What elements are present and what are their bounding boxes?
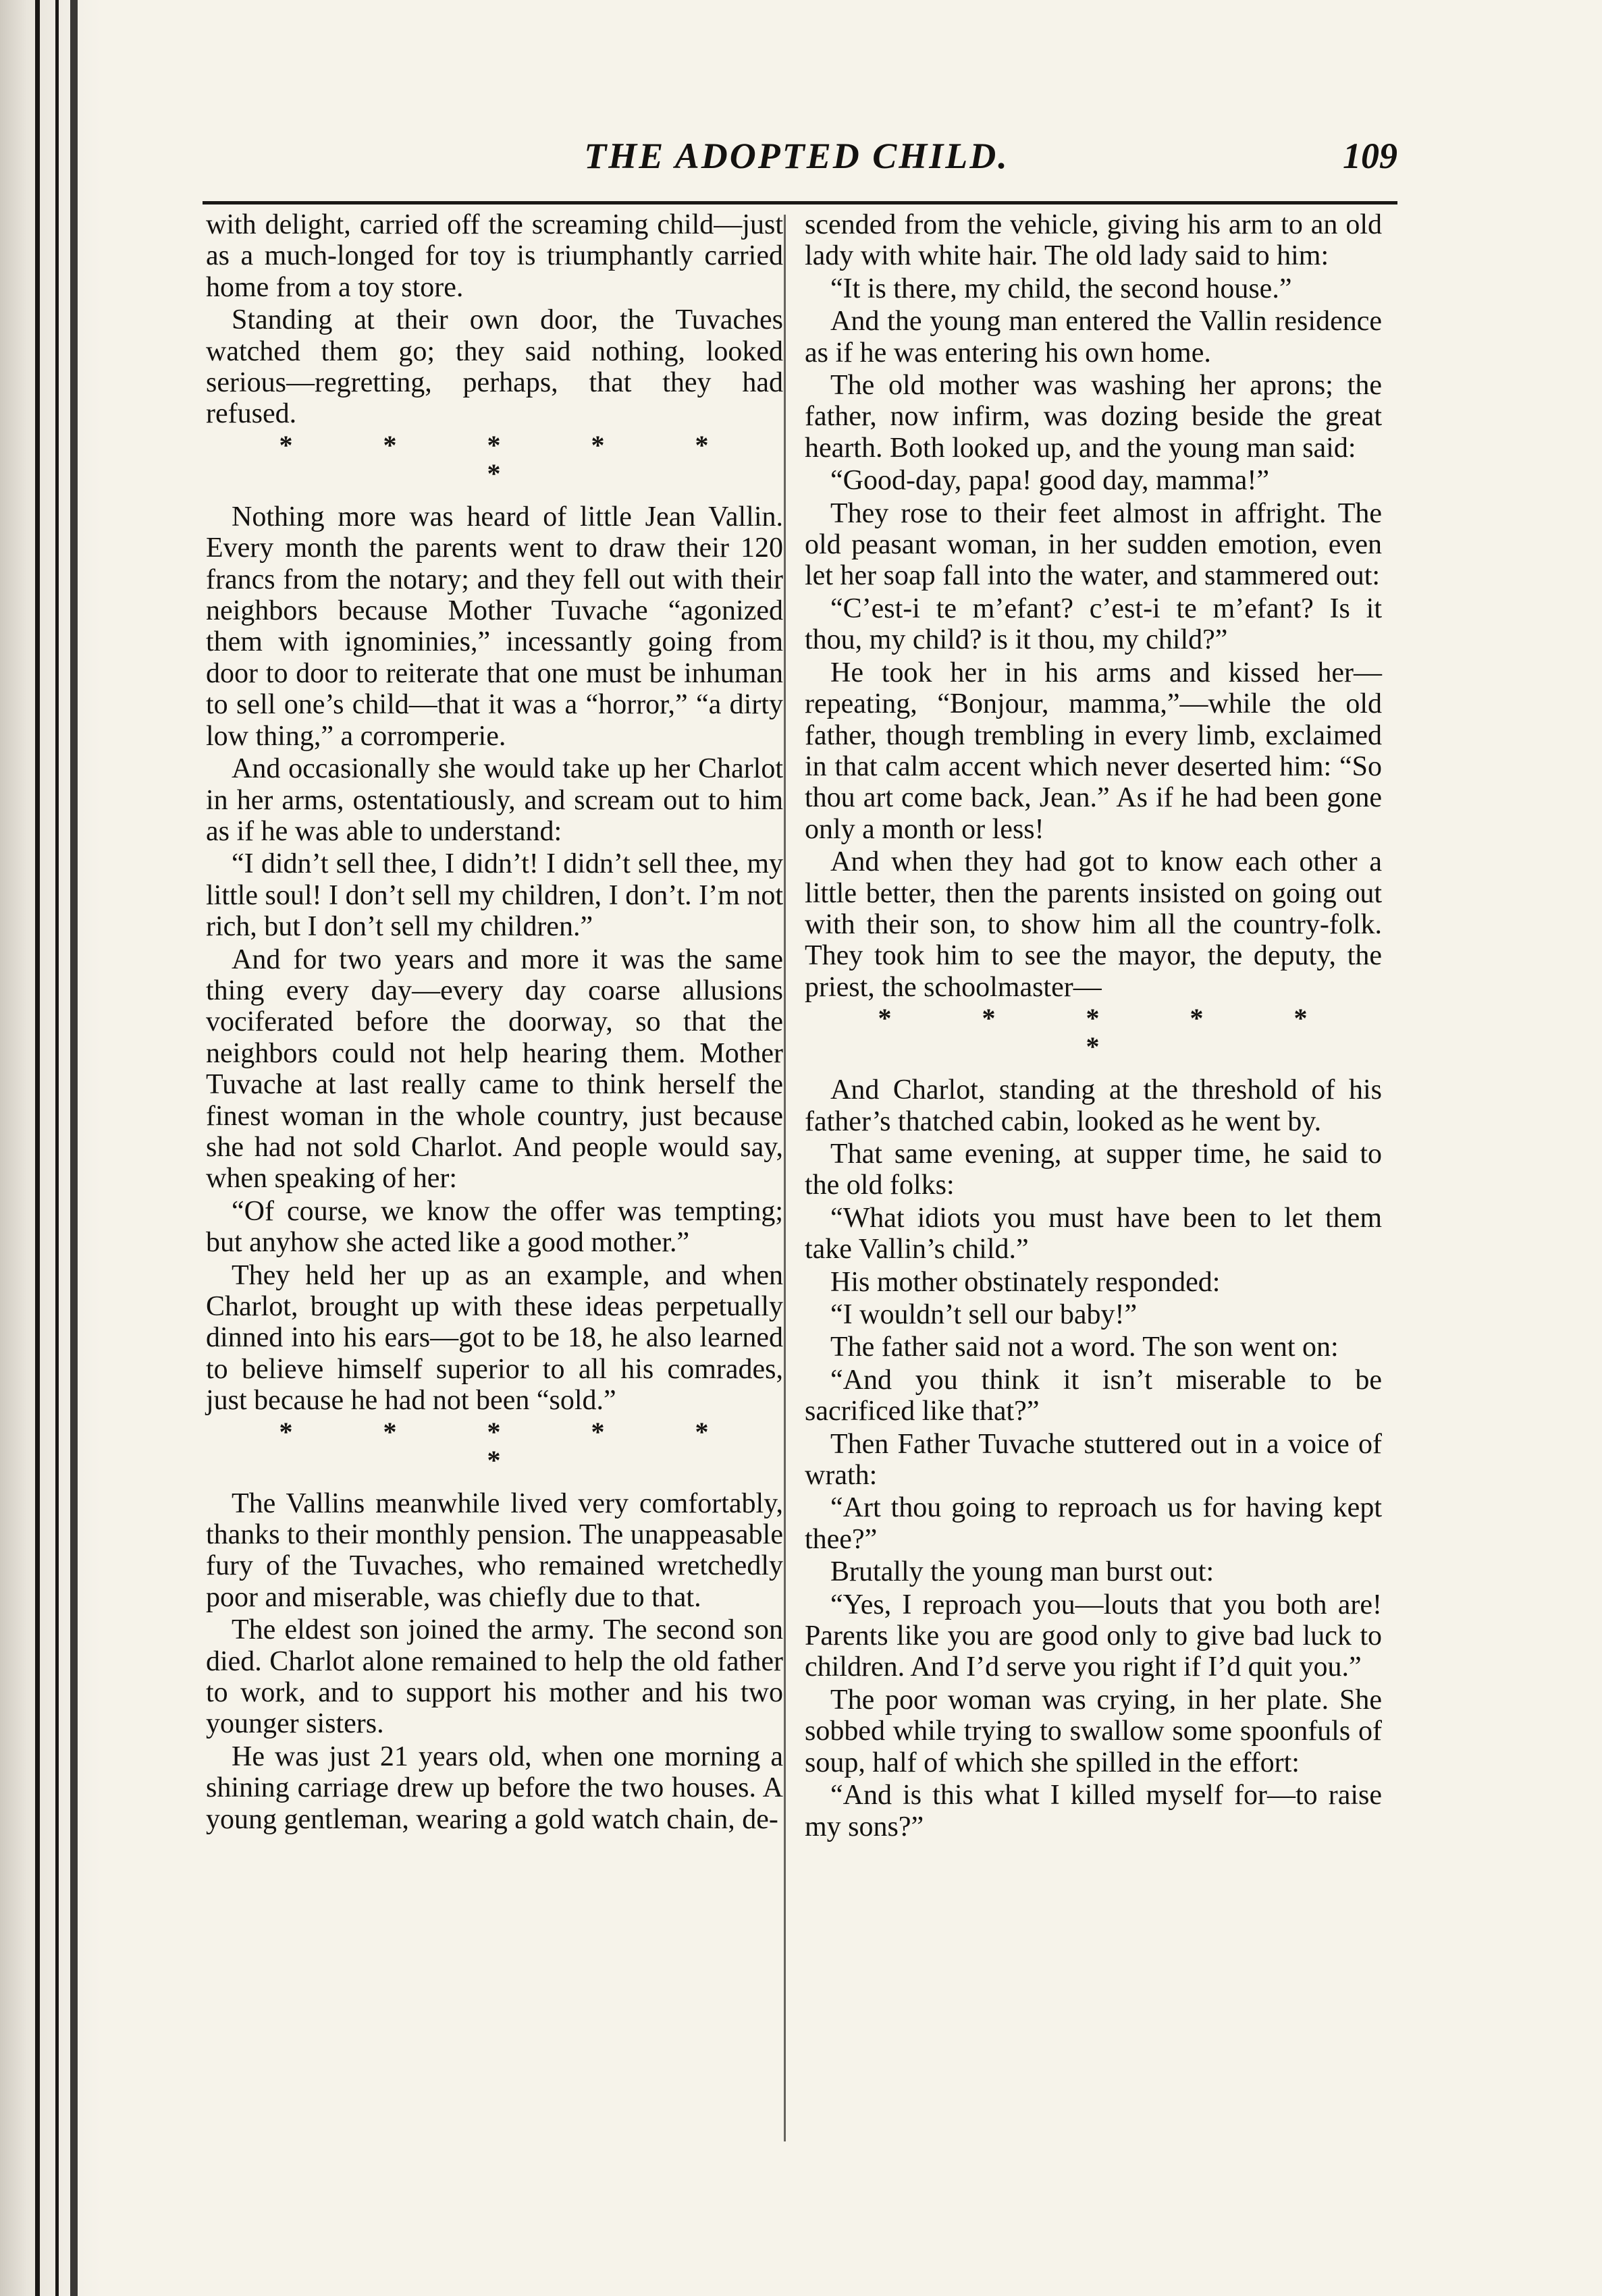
- paragraph: “Art thou going to reproach us for having kept thee?”: [805, 1492, 1382, 1555]
- paragraph: The old mother was washing her aprons; the father, now infirm, was dozing beside the great hearth. Both looked up, and the young man said:: [805, 370, 1382, 464]
- paragraph: And when they had got to know each other a little better, then the parents insisted on going out with their son, to show him all the country-folk. They took him to see the mayor, the deputy, the priest, the schoolmaster—: [805, 846, 1382, 1003]
- paragraph: They held her up as an example, and when Charlot, brought up with these ideas perpetually dinned into his ears—got to be 18, he also learned to believe himself superior to all his comrades, just because he had not been “sold.”: [206, 1259, 783, 1417]
- header-rule: [203, 201, 1397, 204]
- section-break-stars: * * * * * *: [279, 1416, 751, 1475]
- paragraph: That same evening, at supper time, he said to the old folks:: [805, 1138, 1382, 1201]
- paragraph: Nothing more was heard of little Jean Vallin. Every month the parents went to draw their 120 francs from the notary; and they fell out with their neighbors because Mother Tuvache “agonized them with ignominies,” incessantly going from door to door to reiterate that one must be inhuman to sell one’s child—that it was a “horror,” “a dirty low thing,” a corromperie.: [206, 501, 783, 752]
- paragraph: Then Father Tuvache stuttered out in a voice of wrath:: [805, 1428, 1382, 1492]
- binding-rule: [55, 0, 59, 2296]
- paragraph: “What idiots you must have been to let them take Vallin’s child.”: [805, 1202, 1382, 1265]
- binding-rule: [70, 0, 78, 2296]
- paragraph: He took her in his arms and kissed her—repeating, “Bonjour, mamma,”—while the old father, though trembling in every limb, exclaimed in that calm accent which never deserted him: “So thou art come back, Jean.” As if he had been gone only a month or less!: [805, 657, 1382, 845]
- section-break-stars: * * * * * *: [878, 1003, 1350, 1062]
- paragraph: “C’est-i te m’efant? c’est-i te m’efant? Is it thou, my child? is it thou, my child?”: [805, 593, 1382, 656]
- paragraph: with delight, carried off the screaming child—just as a much-longed for toy is triumphantly carried home from a toy store.: [206, 209, 783, 303]
- paragraph: The Vallins meanwhile lived very comfortably, thanks to their monthly pension. The unappeasable fury of the Tuvaches, who remained wretchedly poor and miserable, was chiefly due to that.: [206, 1487, 783, 1613]
- page-number: 109: [1343, 136, 1397, 176]
- section-break-stars: * * * * * *: [279, 429, 751, 489]
- paragraph: His mother obstinately responded:: [830, 1266, 1221, 1298]
- paragraph: And occasionally she would take up her Charlot in her arms, ostentatiously, and scream out to him as if he was able to understand:: [206, 753, 783, 847]
- paragraph: And Charlot, standing at the threshold of his father’s thatched cabin, looked as he went by.: [805, 1074, 1382, 1137]
- paragraph: “And you think it isn’t miserable to be sacrificed like that?”: [805, 1364, 1382, 1427]
- paragraph: He was just 21 years old, when one morning a shining carriage drew up before the two houses. A young gentleman, wearing a gold watch chain, de-: [206, 1741, 783, 1835]
- right-column: [805, 209, 1382, 1844]
- paragraph: “Of course, we know the offer was tempting; but anyhow she acted like a good mother.”: [206, 1195, 783, 1259]
- paragraph: “It is there, my child, the second house.”: [830, 273, 1292, 304]
- paragraph: Standing at their own door, the Tuvaches watched them go; they said nothing, looked serious—regretting, perhaps, that they had refused.: [206, 304, 783, 430]
- paragraph: scended from the vehicle, giving his arm to an old lady with white hair. The old lady said to him:: [805, 209, 1382, 272]
- binding-rule: [35, 0, 40, 2296]
- paragraph: And for two years and more it was the same thing every day—every day coarse allusions vociferated before the doorway, so that the neighbors could not help hearing them. Mother Tuvache at last really came to think herself the finest woman in the whole country, just because she had not sold Charlot. And people would say, when speaking of her:: [206, 944, 783, 1195]
- paragraph: They rose to their feet almost in affright. The old peasant woman, in her sudden emotion, even let her soap fall into the water, and stammered out:: [805, 497, 1382, 592]
- left-column: [206, 209, 783, 1836]
- paragraph: “I wouldn’t sell our baby!”: [830, 1299, 1138, 1330]
- binding-edge: [0, 0, 101, 2296]
- paragraph: Brutally the young man burst out:: [830, 1556, 1214, 1588]
- paragraph: The eldest son joined the army. The second son died. Charlot alone remained to help the old father to work, and to support his mother and his two younger sisters.: [206, 1614, 783, 1740]
- running-head: [196, 128, 1397, 189]
- column-divider: [784, 215, 786, 2141]
- paragraph: “Good-day, papa! good day, mamma!”: [830, 465, 1269, 497]
- paragraph: The poor woman was crying, in her plate. She sobbed while trying to swallow some spoonfuls of soup, half of which she spilled in the effort:: [805, 1684, 1382, 1778]
- paragraph: “Yes, I reproach you—louts that you both are! Parents like you are good only to give bad luck to children. And I’d serve you right if I’d quit you.”: [805, 1589, 1382, 1683]
- paragraph: And the young man entered the Vallin residence as if he was entering his own home.: [805, 306, 1382, 368]
- paragraph: “And is this what I killed myself for—to raise my sons?”: [805, 1780, 1382, 1842]
- paragraph: The father said not a word. The son went on:: [830, 1332, 1339, 1363]
- running-title: THE ADOPTED CHILD.: [584, 136, 1009, 176]
- paragraph: “I didn’t sell thee, I didn’t! I didn’t sell thee, my little soul! I don’t sell my children, I don’t. I’m not rich, but I don’t sell my children.”: [206, 848, 783, 943]
